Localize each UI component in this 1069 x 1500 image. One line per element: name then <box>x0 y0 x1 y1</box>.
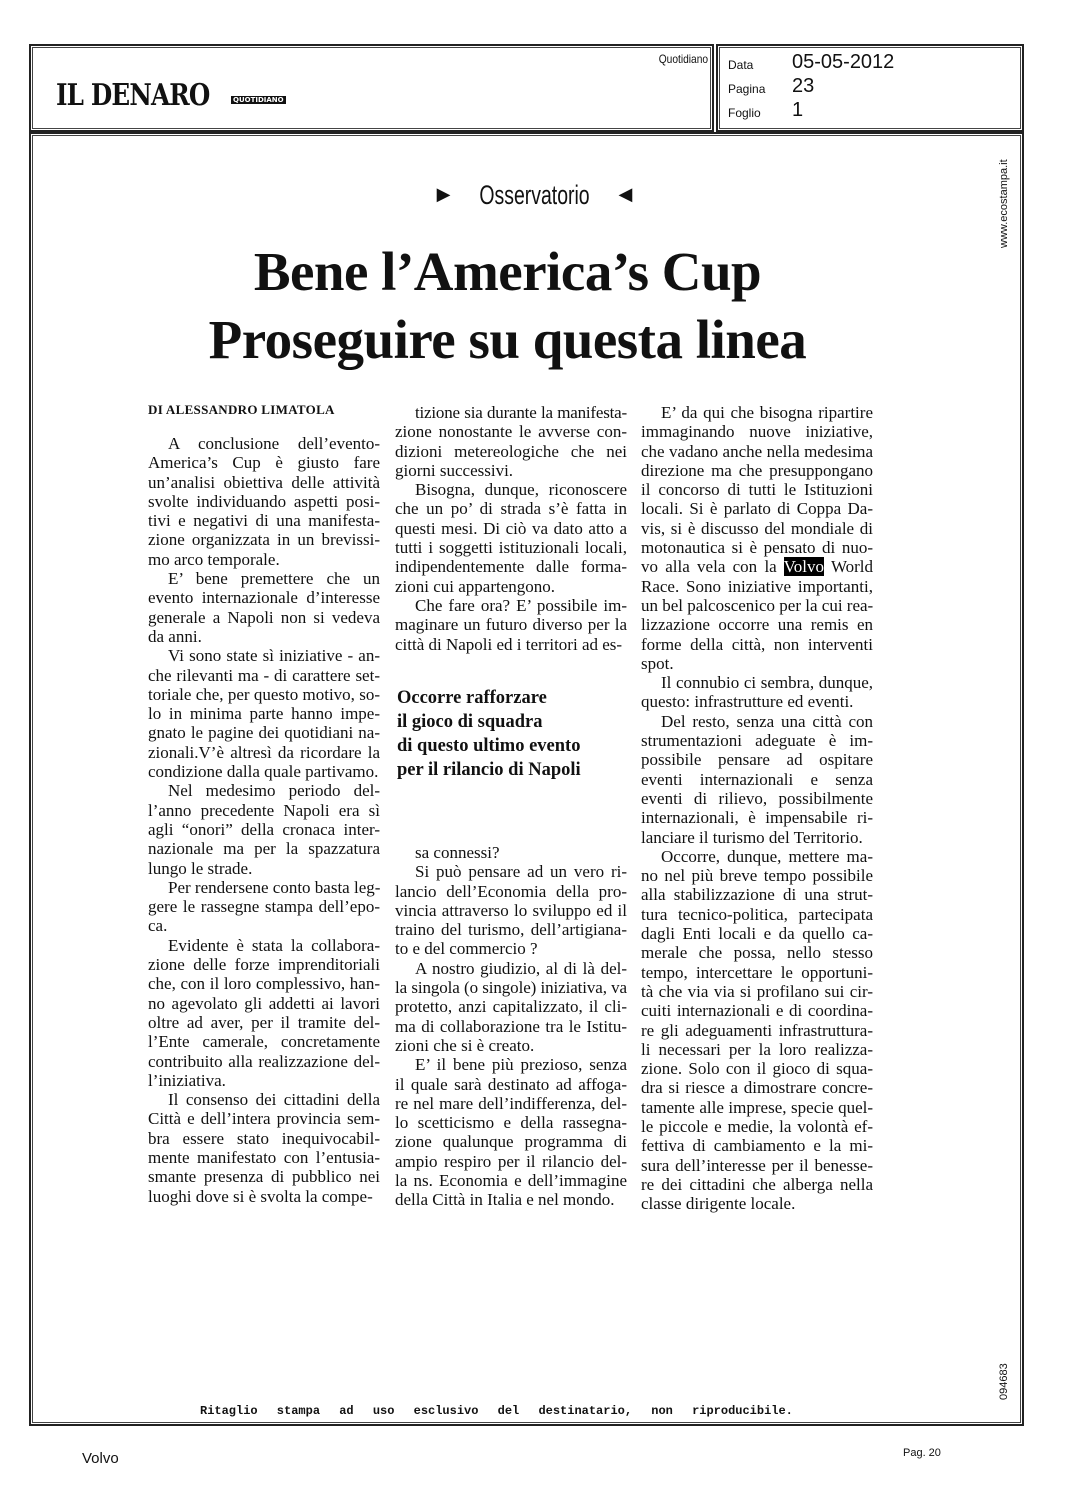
byline-author: ALESSANDRO LIMATOLA <box>165 402 335 417</box>
text-line: che, con il loro complessivo, han- <box>148 974 380 994</box>
text-line: la ns. Economia e dell’immagine <box>395 1171 627 1191</box>
headline-line: Proseguire su questa linea <box>208 309 807 370</box>
text-line: zioni che si è creato. <box>395 1035 535 1055</box>
text-line: l’Ente camerale, concretamente <box>148 1032 380 1052</box>
meta-value: 05-05-2012 <box>792 51 895 73</box>
text-line: America’s Cup è giusto fare <box>148 453 380 473</box>
text-line: Per rendersene conto basta leg- <box>168 877 380 897</box>
text-line: tura tecnico-politica, partecipata <box>641 904 873 924</box>
text-line: forme della città, non interventi <box>641 634 873 654</box>
text-line: sa connessi? <box>415 843 500 862</box>
text-line: gnato le pagine dei quotidiani na- <box>148 723 380 743</box>
text-line: nazionale ma per la spazzatura <box>148 839 380 859</box>
text-line: un’analisi obiettiva delle attività <box>148 472 380 492</box>
text-line: Race. Sono iniziative importanti, <box>641 576 873 596</box>
text-line: zione nonostante le avverse con- <box>395 422 627 442</box>
text-line: eventi di rilievo, possibilmente <box>641 788 873 808</box>
text-line: re nel mare dell’indifferenza, del- <box>395 1093 627 1113</box>
triangle-right-icon: ▶ <box>436 184 451 204</box>
text-line: lo in minima parte hanno impe- <box>148 704 380 724</box>
meta-label: Foglio <box>728 106 761 120</box>
text-line: no nel più breve tempo possibile <box>641 866 873 886</box>
text-line: to e del commercio ? <box>395 939 538 959</box>
site-label: www.ecostampa.it <box>998 159 1010 248</box>
text-line: questi mesi. Di ciò va dato atto a <box>395 518 627 538</box>
column-3 <box>641 403 873 1213</box>
text-line: Nel medesimo periodo del- <box>168 781 380 801</box>
text-line: dizioni metereologiche che nei <box>395 441 627 461</box>
text-line: zione qualunque programma di <box>395 1132 627 1152</box>
text-line: da anni. <box>148 626 202 646</box>
text-line: generale a Napoli non si vedeva <box>148 607 380 627</box>
rubric-label: Osservatorio <box>479 180 590 210</box>
meta-label: Data <box>728 58 754 72</box>
text-line: vo alla vela con la Volvo World <box>641 557 873 577</box>
text-line: che un po’ di strada s’è fatta in <box>395 499 627 519</box>
text-line: condizione dalla quale partivamo. <box>148 762 379 782</box>
meta-label: Pagina <box>728 82 766 96</box>
byline-prefix: DI <box>148 402 164 417</box>
text-line: luoghi dove si è svolta la compe- <box>148 1186 373 1206</box>
text-line: il concorso di tutti le Istituzioni <box>641 480 873 500</box>
text-line: un bel palcoscenico per la cui rea- <box>641 595 873 615</box>
text-line: gere le rassegne stampa dell’epo- <box>148 897 380 917</box>
text-line: Il consenso dei cittadini della <box>168 1090 380 1110</box>
publication-type: Quotidiano <box>658 52 708 66</box>
text-line: E’ da qui che bisogna ripartire <box>661 403 873 422</box>
highlighted-keyword: Volvo <box>783 557 824 577</box>
text-line: lo scetticismo e della rassegna- <box>395 1113 627 1133</box>
text-line: dagli Enti locali e da quello ca- <box>641 924 873 944</box>
text-line: che rilevanti ma - di carattere set- <box>148 665 380 685</box>
text-line: l’iniziativa. <box>148 1070 226 1090</box>
text-line: mo arco temporale. <box>148 549 280 569</box>
text-line: E’ bene premettere che un <box>168 569 380 589</box>
meta-value: 1 <box>792 99 804 121</box>
text-line: della Città in Italia e nel mondo. <box>395 1190 615 1210</box>
meta-box <box>716 44 1024 132</box>
text-line: no agevolato gli addetti ai lavori <box>148 993 380 1013</box>
pull-quote-line: di questo ultimo evento <box>397 736 581 756</box>
text-line: motonautica si è pensato di nuo- <box>641 538 873 558</box>
text-line: direzione ma che presuppongano <box>641 460 873 480</box>
text-line: A nostro giudizio, al di là del- <box>415 958 627 978</box>
keyword-label: Volvo <box>82 1450 119 1467</box>
text-line: vis, si è discusso del mondiale di <box>641 518 873 538</box>
text-line: l’anno precedente Napoli era sì <box>148 800 380 820</box>
text-line: ampio respiro per il rilancio del- <box>395 1151 627 1171</box>
text-line: tà che via via si profilano sui cir- <box>641 981 873 1001</box>
text-line: Del resto, senza una città con <box>661 711 873 731</box>
headline-line: Bene l’America’s Cup <box>253 241 762 302</box>
masthead-box <box>29 44 714 132</box>
pull-quote <box>397 686 581 782</box>
text-line: maginare un futuro diverso per la <box>395 615 627 635</box>
text-line: sura dell’interesse per il benesse- <box>641 1155 873 1175</box>
text-line: mente manifestato con l’entusia- <box>148 1147 380 1167</box>
triangle-left-icon: ◀ <box>618 184 633 204</box>
text-line: zione. Solo con il gioco di squa- <box>641 1059 873 1079</box>
text-line: lancio dell’Economia della pro- <box>395 881 627 901</box>
text-line: Si può pensare ad un vero ri- <box>415 862 627 882</box>
text-line: contribuito alla realizzazione del- <box>148 1051 380 1071</box>
text-line: evento internazionale d’interesse <box>148 588 380 608</box>
text-line: oltre ad aver, per il tramite del- <box>148 1012 380 1032</box>
text-line: classe dirigente locale. <box>641 1194 796 1214</box>
text-line: ca. <box>148 916 168 936</box>
column-2-bottom <box>395 843 627 1210</box>
text-line: smante presenza di pubblico nei <box>148 1167 380 1187</box>
pull-quote-line: il gioco di squadra <box>397 712 543 732</box>
text-line: tutti i soggetti istituzionali locali, <box>395 538 627 558</box>
text-line: il quale sarà destinato ad affoga- <box>395 1074 627 1094</box>
pull-quote-line: Occorre rafforzare <box>397 688 547 708</box>
text-line: traino del turismo, dell’artigiana- <box>395 920 627 940</box>
text-line: Città e dell’intera provincia sem- <box>148 1109 380 1129</box>
meta-value: 23 <box>792 75 815 97</box>
text-line: vincia attraverso lo sviluppo ed il <box>395 900 627 920</box>
clipping-code: 094683 <box>998 1363 1010 1400</box>
text-line: dra si riesce a dimostrare concre- <box>641 1078 873 1098</box>
text-line: tempo, intercettare le opportuni- <box>641 962 873 982</box>
text-line: lanciare il turismo del Territorio. <box>641 827 863 847</box>
text-line: zione delle forze imprenditoriali <box>148 955 380 975</box>
text-line: internazionali, è impensabile ri- <box>641 808 873 828</box>
text-line: indipendentemente dalle forma- <box>395 557 627 577</box>
newspaper-logo-text: IL DENARO <box>56 78 210 113</box>
text-line: zionali.V’è altresì da ricordare la <box>148 742 380 762</box>
newspaper-logo <box>56 78 210 113</box>
text-line: Vi sono state sì iniziative - an- <box>168 646 380 666</box>
column-1 <box>148 434 380 1206</box>
pull-quote-line: per il rilancio di Napoli <box>397 760 581 780</box>
text-line: città di Napoli ed i territori ad es- <box>395 634 623 654</box>
text-line: tizione sia durante la manifesta- <box>415 403 627 422</box>
rubric <box>0 180 1069 211</box>
text-line: tivi e negativi di una manifesta- <box>148 511 380 531</box>
text-line: zioni cui appartengono. <box>395 576 556 596</box>
text-line: alla stabilizzazione di una strut- <box>641 885 873 905</box>
text-line: Che fare ora? E’ possibile im- <box>415 595 627 615</box>
text-line: le piccole e medie, la volontà ef- <box>641 1116 873 1136</box>
text-line: cuiti internazionali e di coordina- <box>641 1001 873 1021</box>
text-line: Occorre, dunque, mettere ma- <box>661 846 873 866</box>
text-line: svolte individuando aspetti posi- <box>148 491 380 511</box>
text-line: strumentazioni adeguate è im- <box>641 731 873 751</box>
text-line: lungo le strade. <box>148 858 253 878</box>
headline <box>0 238 1015 374</box>
text-line: agli “onori” della cronaca inter- <box>148 819 380 839</box>
text-line: Bisogna, dunque, riconoscere <box>415 480 627 500</box>
byline <box>148 402 335 418</box>
text-line: che vadano anche nella medesima <box>641 441 873 461</box>
text-line: la singola (o singole) iniziativa, va <box>395 978 627 998</box>
text-line: E’ il bene più prezioso, senza <box>415 1055 627 1075</box>
text-line: Il connubio ci sembra, dunque, <box>661 673 873 693</box>
text-line: lizzazione occorre una remis en <box>641 615 873 635</box>
text-line: questo: infrastrutture ed eventi. <box>641 692 854 712</box>
text-line: eventi internazionali e senza <box>641 769 873 789</box>
text-line: spot. <box>641 653 674 673</box>
text-line: bra essere stato inequivocabil- <box>148 1128 380 1148</box>
column-2-top <box>395 403 627 654</box>
text-line: toriale che, per questo motivo, so- <box>148 684 380 704</box>
text-line: fettiva di cambiamento e la mi- <box>641 1136 873 1156</box>
text-line: Evidente è stata la collabora- <box>168 935 380 955</box>
text-line: li necessari per la loro realizza- <box>641 1039 873 1059</box>
clipping-notice: Ritaglio stampa ad uso esclusivo del destinatario, non riproducibile. <box>200 1404 793 1418</box>
text-line: possibile pensare ad ospitare <box>641 750 873 770</box>
text-line: ma di collaborazione tra le Istitu- <box>395 1016 627 1036</box>
page-number: Pag. 20 <box>903 1447 941 1459</box>
text-line: giorni successivi. <box>395 460 514 480</box>
text-line: tamente alle imprese, specie quel- <box>641 1097 873 1117</box>
text-line: merale che possa, nello stesso <box>641 943 873 963</box>
text-line: locali. Si è parlato di Coppa Da- <box>641 499 873 519</box>
text-line: A conclusione dell’evento- <box>168 434 380 453</box>
text-line: re dei cittadini che alberga nella <box>641 1174 873 1194</box>
text-line: zione organizzata in un brevissi- <box>148 530 380 550</box>
newspaper-logo-subtitle: QUOTIDIANO <box>233 96 284 104</box>
text-line: immaginando nuove iniziative, <box>641 422 873 442</box>
text-line: protetto, anzi capitalizzato, il cli- <box>395 997 627 1017</box>
text-line: re gli adeguamenti infrastruttura- <box>641 1020 873 1040</box>
